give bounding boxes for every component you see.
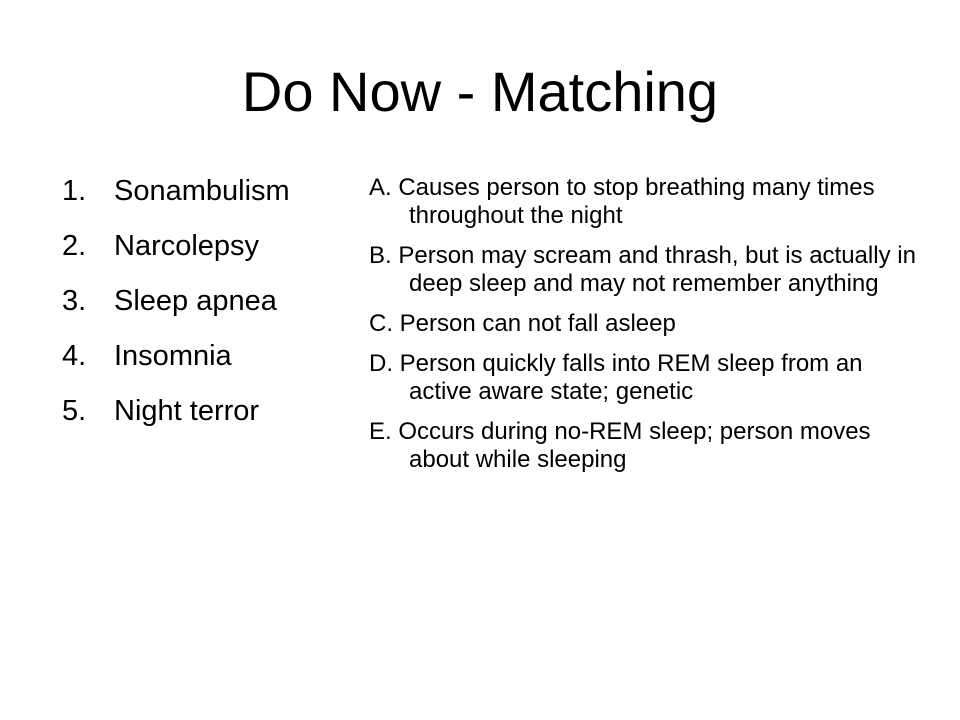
terms-list (62, 174, 362, 449)
term-number: 3. (62, 285, 87, 317)
term-number: 4. (62, 340, 87, 372)
definition-item: D. Person quickly falls into REM sleep from an active aware state; genetic (369, 350, 863, 405)
term-item (62, 339, 362, 374)
term-text: Night terror (114, 395, 260, 427)
definition-item: B. Person may scream and thrash, but is actually in deep sleep and may not remember anything (369, 242, 916, 297)
term-number: 1. (62, 175, 87, 207)
term-item (62, 229, 362, 264)
term-number: 2. (62, 230, 87, 262)
term-number: 5. (62, 395, 87, 427)
term-text: Narcolepsy (114, 230, 260, 262)
term-text: Insomnia (114, 340, 232, 372)
term-item (62, 394, 362, 429)
definitions-list (369, 174, 929, 486)
term-item (62, 284, 362, 319)
term-text: Sleep apnea (114, 285, 277, 317)
term-item (62, 174, 362, 209)
term-text: Sonambulism (114, 175, 290, 207)
definition-item: A. Causes person to stop breathing many times throughout the night (369, 174, 875, 229)
definition-item: E. Occurs during no-REM sleep; person moves about while sleeping (369, 418, 871, 473)
definition-item: C. Person can not fall asleep (369, 310, 676, 337)
slide-title: Do Now - Matching (241, 60, 719, 123)
